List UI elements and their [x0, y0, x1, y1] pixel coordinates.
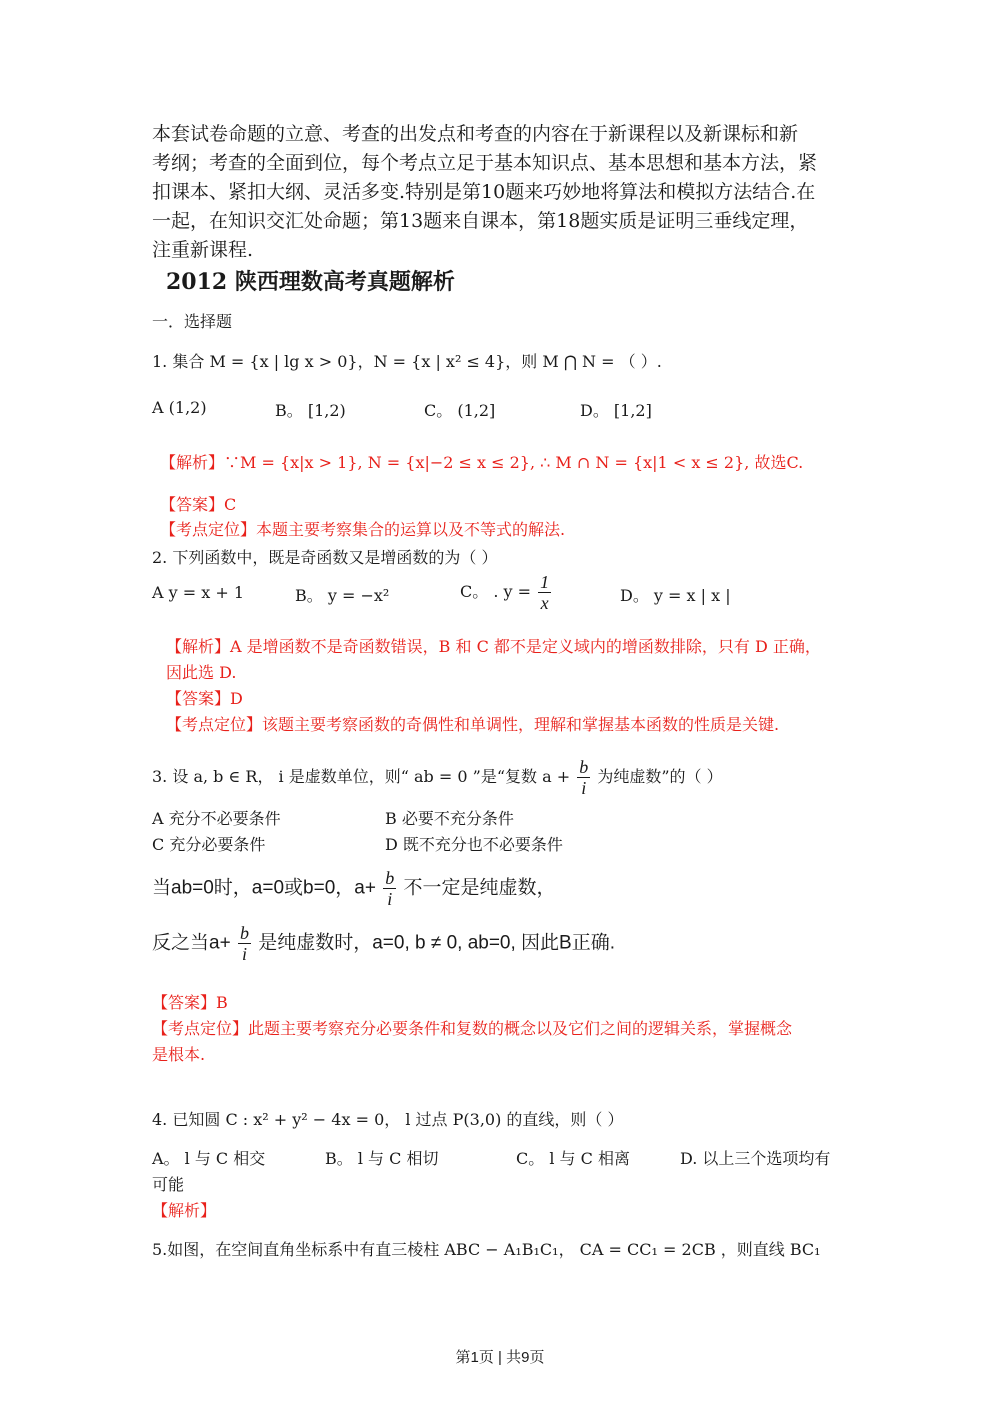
- q3-key-point: 【考点定位】此题主要考察充分必要条件和复数的概念以及它们之间的逻辑关系，掌握概念: [152, 1019, 793, 1038]
- q2-stem: 2. 下列函数中，既是奇函数又是增函数的为（ ）: [152, 548, 498, 567]
- q2-option-d: D。 y = x | x |: [620, 586, 731, 605]
- q3-stem-text: 3. 设 a, b ∈ R， i 是虚数单位，则“ ab = 0 ”是“复数 a +: [152, 767, 571, 786]
- q3-key-point-cont: 是根本.: [152, 1045, 206, 1064]
- q4-option-b: B。 l 与 C 相切: [325, 1149, 439, 1168]
- page-title: 2012 陕西理数高考真题解析: [166, 269, 455, 295]
- q4-stem: 4. 已知圆 C : x² + y² − 4x = 0， l 过点 P(3,0) 的直线，则（ ）: [152, 1110, 624, 1129]
- fraction-numerator: 1: [540, 572, 550, 592]
- intro-line: 本套试卷命题的立意、考查的出发点和考查的内容在于新课程以及新课标和新: [152, 123, 799, 145]
- q3-explanation-line1: [152, 868, 556, 909]
- q2-option-c-fraction: [538, 572, 551, 613]
- q2-answer: 【答案】D: [166, 689, 243, 708]
- q3-option-d: D 既不充分也不必要条件: [385, 835, 563, 854]
- q1-option-d: D。 [1,2]: [580, 401, 652, 420]
- q3-explanation-fraction: [383, 868, 396, 909]
- q4-option-d: D. 以上三个选项均有: [680, 1149, 831, 1168]
- intro-paragraph: [152, 120, 852, 265]
- q1-answer: 【答案】C: [160, 495, 237, 514]
- q1-option-c: C。 (1,2]: [424, 401, 496, 420]
- q2-option-c-label: C。 . y =: [460, 582, 532, 601]
- q1-stem: 1. 集合 M = {x | lg x > 0}，N = {x | x² ≤ 4}，则 M ⋂ N = （ ）.: [152, 352, 662, 371]
- intro-line: 一起，在知识交汇处命题；第13题来自课本，第18题实质是证明三垂线定理，: [152, 210, 809, 232]
- fraction-numerator: b: [579, 757, 589, 777]
- intro-line: 扣课本、紧扣大纲、灵活多变.特别是第10题来巧妙地将算法和模拟方法结合.在: [152, 181, 816, 203]
- fraction-numerator: b: [385, 868, 395, 888]
- q3-explanation-text: 当ab=0时，a=0或b=0，a+: [152, 877, 376, 899]
- page-footer: 第1页 | 共9页: [455, 1349, 545, 1366]
- intro-line: 注重新课程.: [152, 239, 254, 261]
- q3-stem-tail: 为纯虚数”的（ ）: [597, 767, 723, 786]
- q4-option-a: A。 l 与 C 相交: [152, 1149, 266, 1168]
- fraction-denominator: i: [581, 778, 587, 798]
- q4-analysis: 【解析】: [152, 1201, 217, 1220]
- q3-explanation-fraction: [238, 923, 251, 964]
- q1-key-point: 【考点定位】本题主要考察集合的运算以及不等式的解法.: [160, 520, 566, 539]
- q3-stem: [152, 757, 723, 798]
- q2-analysis: 【解析】A 是增函数不是奇函数错误，B 和 C 都不是定义域内的增函数排除，只有 D 正确，: [166, 637, 821, 656]
- q3-option-b: B 必要不充分条件: [385, 809, 514, 828]
- q3-explanation-tail: 是纯虚数时，a=0, b ≠ 0, ab=0, 因此B正确.: [258, 932, 616, 954]
- q2-analysis-cont: 因此选 D.: [166, 663, 237, 682]
- q4-option-c: C。 l 与 C 相离: [516, 1149, 630, 1168]
- q1-option-a: A (1,2): [152, 398, 207, 417]
- q2-option-b: B。 y = −x²: [295, 586, 390, 605]
- q3-explanation-text: 反之当a+: [152, 932, 231, 954]
- q2-key-point: 【考点定位】该题主要考察函数的奇偶性和单调性，理解和掌握基本函数的性质是关键.: [166, 715, 780, 734]
- q3-answer: 【答案】B: [152, 993, 228, 1012]
- fraction-denominator: x: [540, 593, 549, 613]
- q1-analysis: 【解析】∵M = {x|x > 1}, N = {x|−2 ≤ x ≤ 2}, ∴ M ∩ N = {x|1 < x ≤ 2}, 故选C.: [160, 453, 804, 472]
- fraction-denominator: i: [241, 944, 247, 964]
- fraction-denominator: i: [387, 889, 393, 909]
- q3-option-a: A 充分不必要条件: [152, 809, 281, 828]
- fraction-numerator: b: [239, 923, 249, 943]
- q1-option-b: B。 [1,2): [275, 401, 346, 420]
- section-heading: 一．选择题: [152, 312, 233, 331]
- q3-option-c: C 充分必要条件: [152, 835, 266, 854]
- q3-explanation-line2: [152, 923, 615, 964]
- q3-explanation-tail: 不一定是纯虚数，: [403, 877, 556, 899]
- q5-stem: 5.如图，在空间直角坐标系中有直三棱柱 ABC − A₁B₁C₁， CA = CC₁ = 2CB ，则直线 BC₁: [152, 1240, 821, 1259]
- q2-option-c: [460, 572, 553, 613]
- q3-stem-fraction: [577, 757, 590, 798]
- intro-line: 考纲；考查的全面到位，每个考点立足于基本知识点、基本思想和基本方法，紧: [152, 152, 818, 174]
- q2-option-a: A y = x + 1: [152, 583, 245, 602]
- q4-option-d-cont: 可能: [152, 1175, 185, 1194]
